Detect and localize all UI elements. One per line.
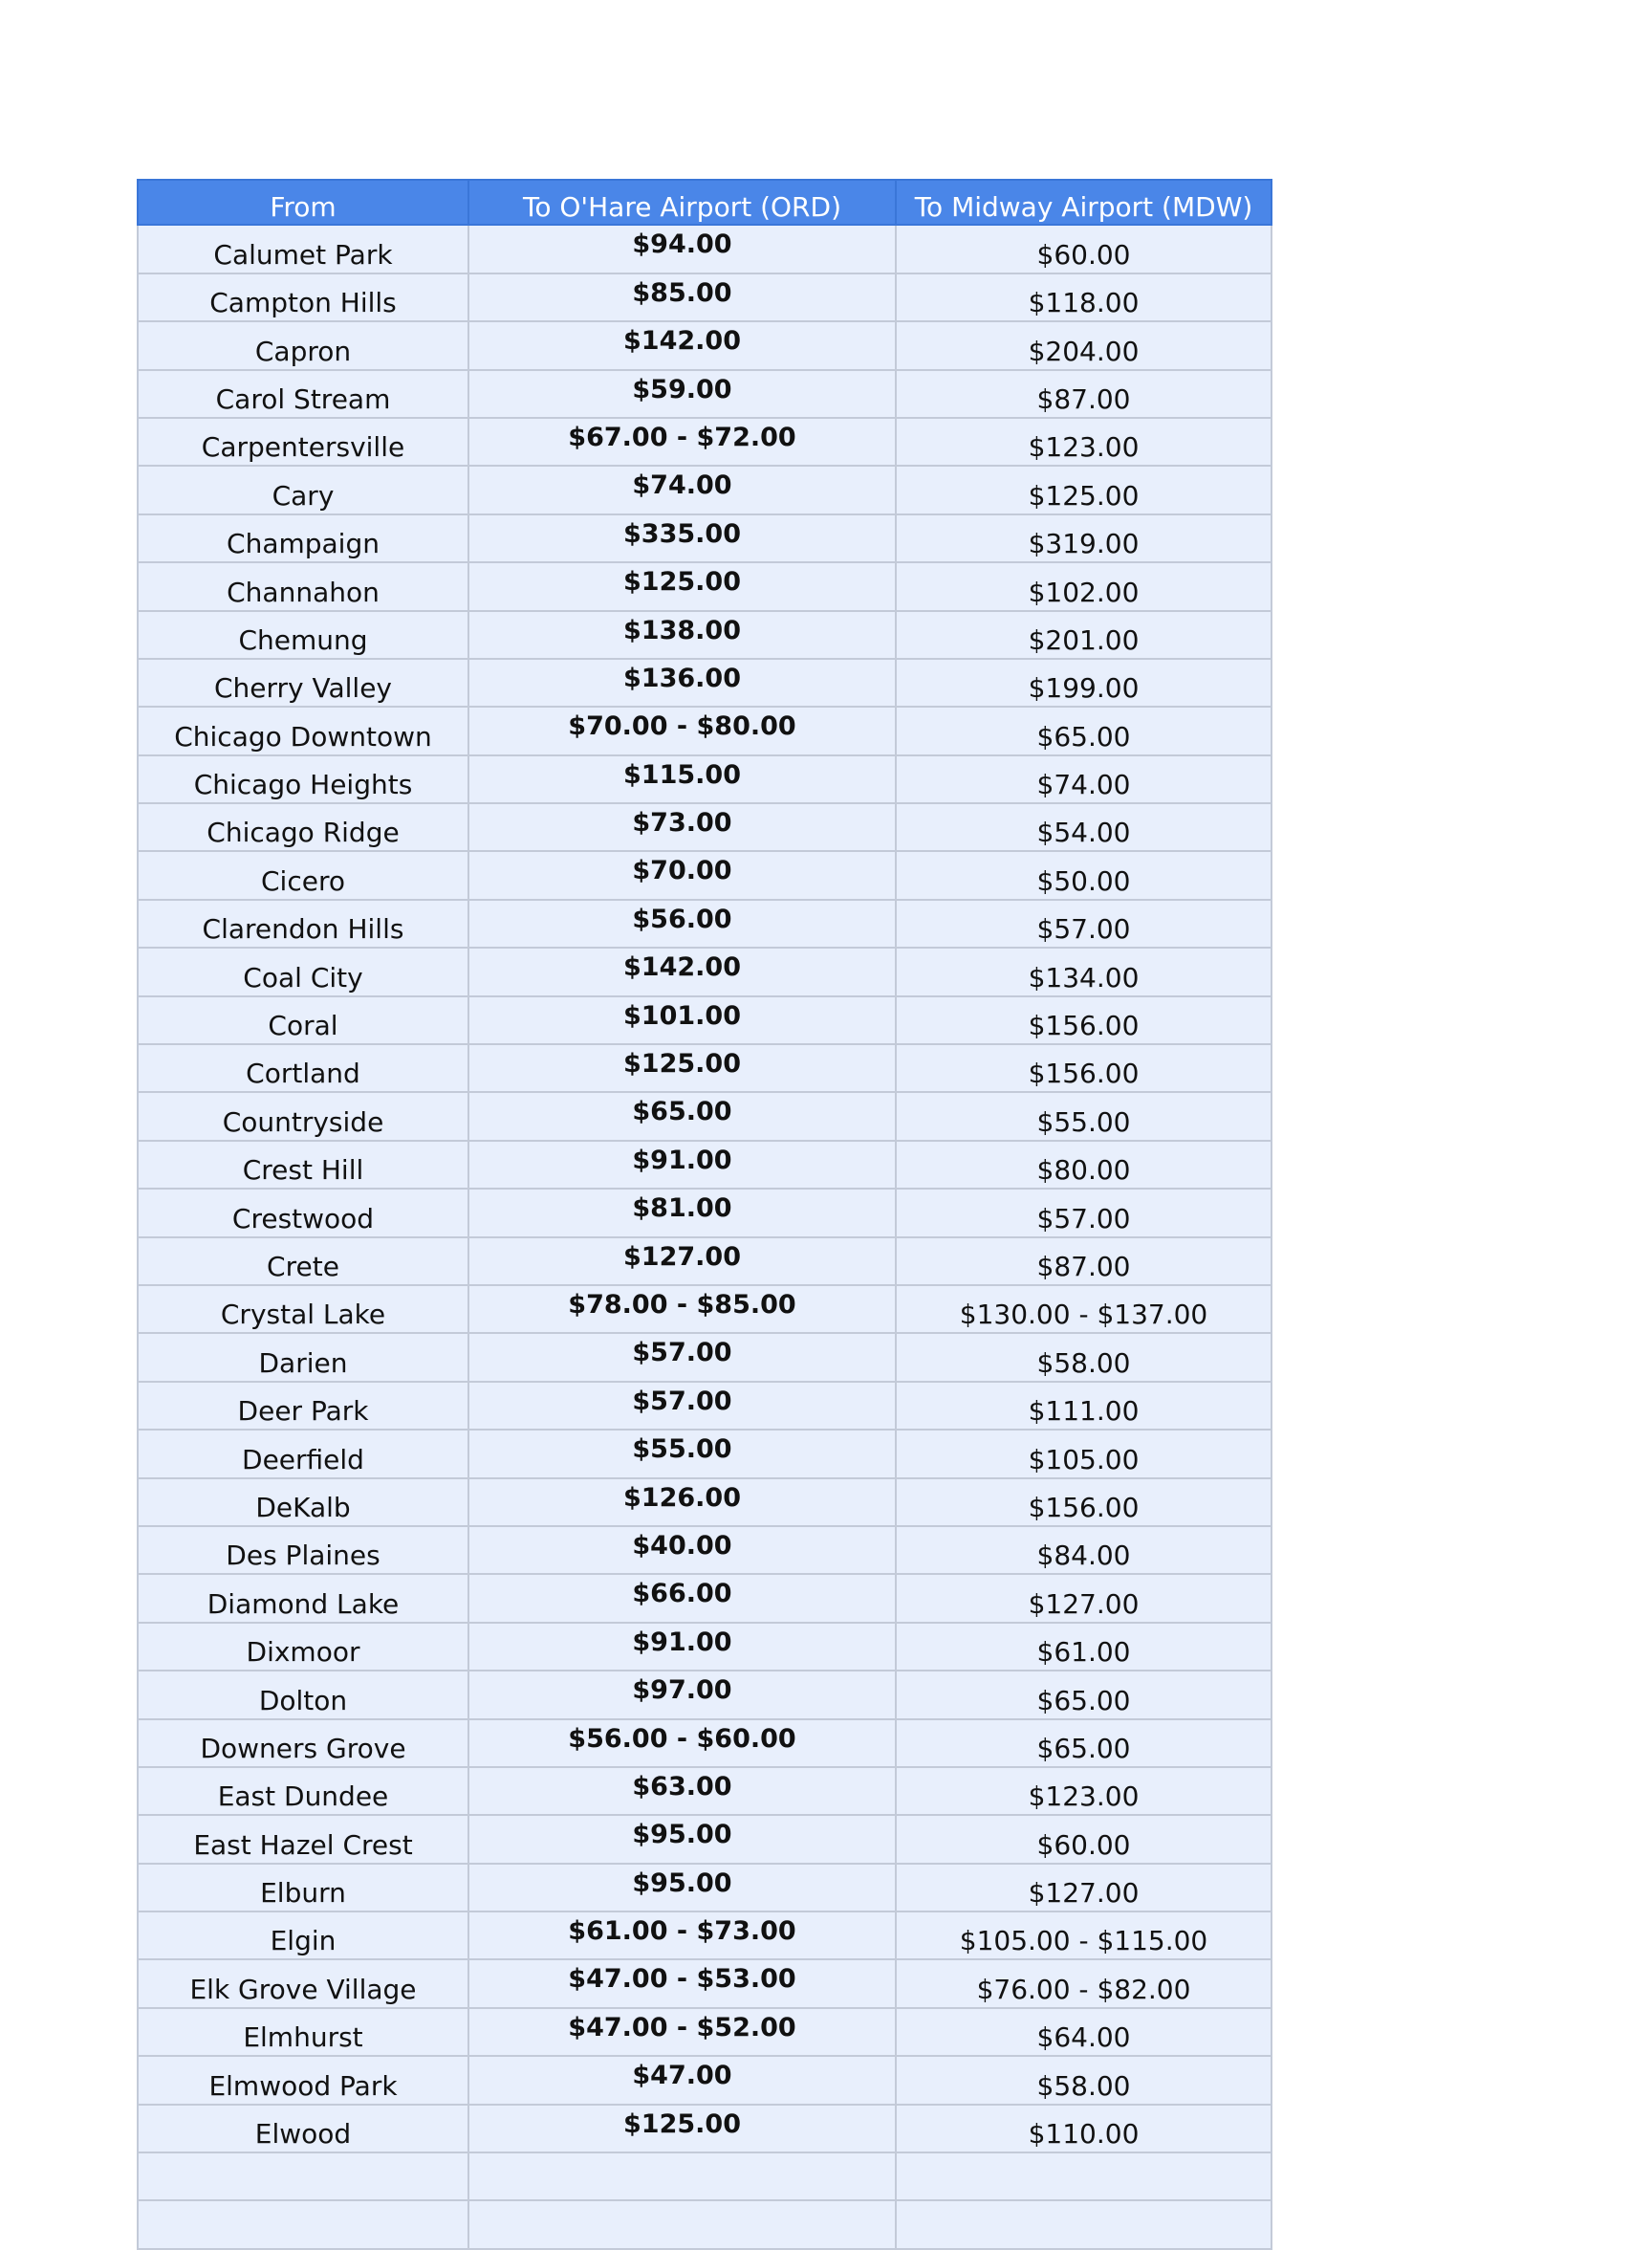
cell-from: Elmwood Park xyxy=(138,2056,468,2104)
table-row xyxy=(138,996,1272,1044)
cell-ord: $81.00 xyxy=(468,1189,896,1236)
cell-ord: $136.00 xyxy=(468,659,896,707)
cell-mdw: $65.00 xyxy=(896,1671,1272,1718)
cell-ord: $95.00 xyxy=(468,1864,896,1911)
cell-mdw: $123.00 xyxy=(896,418,1272,466)
cell-mdw: $55.00 xyxy=(896,1092,1272,1140)
cell-mdw: $57.00 xyxy=(896,900,1272,948)
cell-mdw: $74.00 xyxy=(896,755,1272,803)
table-row xyxy=(138,1671,1272,1718)
cell-mdw: $76.00 - $82.00 xyxy=(896,1959,1272,2007)
cell-from: Clarendon Hills xyxy=(138,900,468,948)
cell-mdw: $156.00 xyxy=(896,1478,1272,1526)
table-row xyxy=(138,2105,1272,2152)
cell-from: Coal City xyxy=(138,948,468,995)
table-row xyxy=(138,1911,1272,1959)
cell-ord: $65.00 xyxy=(468,1092,896,1140)
table-row xyxy=(138,1237,1272,1285)
table-row xyxy=(138,1333,1272,1381)
table-row xyxy=(138,1526,1272,1574)
cell-ord: $57.00 xyxy=(468,1382,896,1430)
table-row xyxy=(138,1623,1272,1671)
cell-ord: $56.00 - $60.00 xyxy=(468,1719,896,1767)
cell-from: Elgin xyxy=(138,1911,468,1959)
cell-ord: $142.00 xyxy=(468,321,896,369)
table-row xyxy=(138,1430,1272,1477)
cell-from: Coral xyxy=(138,996,468,1044)
table-row xyxy=(138,1864,1272,1911)
cell-mdw: $65.00 xyxy=(896,1719,1272,1767)
cell-ord: $47.00 - $52.00 xyxy=(468,2008,896,2056)
cell-from: East Hazel Crest xyxy=(138,1815,468,1863)
cell-mdw: $199.00 xyxy=(896,659,1272,707)
cell-ord: $47.00 - $53.00 xyxy=(468,1959,896,2007)
header-from: From xyxy=(138,180,468,225)
cell-ord: $125.00 xyxy=(468,1044,896,1092)
cell-ord: $94.00 xyxy=(468,225,896,273)
table-row xyxy=(138,1189,1272,1236)
cell-from: Downers Grove xyxy=(138,1719,468,1767)
cell-from: Chemung xyxy=(138,611,468,659)
cell-from: Dolton xyxy=(138,1671,468,1718)
cell-ord: $59.00 xyxy=(468,370,896,418)
cell-from: Countryside xyxy=(138,1092,468,1140)
table-row xyxy=(138,2152,1272,2200)
cell-mdw: $61.00 xyxy=(896,1623,1272,1671)
cell-mdw: $125.00 xyxy=(896,466,1272,513)
table-row xyxy=(138,1478,1272,1526)
cell-ord: $63.00 xyxy=(468,1767,896,1815)
cell-from: Crete xyxy=(138,1237,468,1285)
header-mdw: To Midway Airport (MDW) xyxy=(896,180,1272,225)
cell-mdw: $80.00 xyxy=(896,1141,1272,1189)
cell-mdw: $64.00 xyxy=(896,2008,1272,2056)
cell-mdw: $111.00 xyxy=(896,1382,1272,1430)
cell-from: Campton Hills xyxy=(138,273,468,321)
cell-mdw: $84.00 xyxy=(896,1526,1272,1574)
cell-mdw: $123.00 xyxy=(896,1767,1272,1815)
cell-mdw: $105.00 - $115.00 xyxy=(896,1911,1272,1959)
cell-from: Cortland xyxy=(138,1044,468,1092)
cell-ord: $125.00 xyxy=(468,2105,896,2152)
cell-ord: $91.00 xyxy=(468,1141,896,1189)
cell-from xyxy=(138,2152,468,2200)
table-row xyxy=(138,851,1272,899)
cell-mdw: $110.00 xyxy=(896,2105,1272,2152)
cell-ord: $85.00 xyxy=(468,273,896,321)
cell-ord: $97.00 xyxy=(468,1671,896,1718)
cell-mdw: $127.00 xyxy=(896,1864,1272,1911)
cell-ord: $70.00 - $80.00 xyxy=(468,707,896,754)
cell-from: Calumet Park xyxy=(138,225,468,273)
cell-from: Champaign xyxy=(138,514,468,562)
cell-mdw: $57.00 xyxy=(896,1189,1272,1236)
cell-mdw: $87.00 xyxy=(896,370,1272,418)
table-row xyxy=(138,948,1272,995)
cell-from: Dixmoor xyxy=(138,1623,468,1671)
cell-from: Deerfield xyxy=(138,1430,468,1477)
cell-from: Chicago Downtown xyxy=(138,707,468,754)
table-row xyxy=(138,1382,1272,1430)
cell-ord: $142.00 xyxy=(468,948,896,995)
cell-ord: $40.00 xyxy=(468,1526,896,1574)
cell-ord: $56.00 xyxy=(468,900,896,948)
table-row xyxy=(138,755,1272,803)
table-row xyxy=(138,707,1272,754)
cell-from: Darien xyxy=(138,1333,468,1381)
cell-mdw xyxy=(896,2200,1272,2248)
cell-mdw: $105.00 xyxy=(896,1430,1272,1477)
cell-mdw: $156.00 xyxy=(896,996,1272,1044)
cell-ord xyxy=(468,2152,896,2200)
cell-mdw: $204.00 xyxy=(896,321,1272,369)
table-row xyxy=(138,2008,1272,2056)
cell-from: Chicago Ridge xyxy=(138,803,468,851)
table-row xyxy=(138,659,1272,707)
table-row xyxy=(138,611,1272,659)
cell-from: Crestwood xyxy=(138,1189,468,1236)
cell-from: East Dundee xyxy=(138,1767,468,1815)
cell-from: Crystal Lake xyxy=(138,1285,468,1333)
cell-from: Carpentersville xyxy=(138,418,468,466)
cell-from: Cherry Valley xyxy=(138,659,468,707)
cell-ord: $115.00 xyxy=(468,755,896,803)
cell-mdw: $58.00 xyxy=(896,1333,1272,1381)
cell-from: Elk Grove Village xyxy=(138,1959,468,2007)
table-row xyxy=(138,370,1272,418)
table-row xyxy=(138,418,1272,466)
cell-from: Channahon xyxy=(138,562,468,610)
cell-ord: $91.00 xyxy=(468,1623,896,1671)
cell-mdw: $134.00 xyxy=(896,948,1272,995)
cell-ord: $74.00 xyxy=(468,466,896,513)
cell-mdw: $50.00 xyxy=(896,851,1272,899)
cell-ord: $78.00 - $85.00 xyxy=(468,1285,896,1333)
table-row xyxy=(138,1719,1272,1767)
cell-mdw: $60.00 xyxy=(896,225,1272,273)
table-row xyxy=(138,1959,1272,2007)
table-row xyxy=(138,2200,1272,2248)
cell-ord: $47.00 xyxy=(468,2056,896,2104)
cell-from: Cary xyxy=(138,466,468,513)
table-row xyxy=(138,1044,1272,1092)
table-row xyxy=(138,562,1272,610)
cell-from: Diamond Lake xyxy=(138,1574,468,1622)
table-row xyxy=(138,1141,1272,1189)
cell-from: Cicero xyxy=(138,851,468,899)
cell-mdw: $102.00 xyxy=(896,562,1272,610)
cell-ord: $67.00 - $72.00 xyxy=(468,418,896,466)
cell-mdw: $54.00 xyxy=(896,803,1272,851)
header-row xyxy=(138,180,1272,225)
fare-table-body xyxy=(138,225,1272,2248)
cell-from: Des Plaines xyxy=(138,1526,468,1574)
cell-ord: $125.00 xyxy=(468,562,896,610)
cell-from: Elmhurst xyxy=(138,2008,468,2056)
cell-mdw: $130.00 - $137.00 xyxy=(896,1285,1272,1333)
table-row xyxy=(138,273,1272,321)
table-row xyxy=(138,466,1272,513)
table-row xyxy=(138,1815,1272,1863)
cell-from: Crest Hill xyxy=(138,1141,468,1189)
cell-from: Capron xyxy=(138,321,468,369)
cell-ord: $57.00 xyxy=(468,1333,896,1381)
cell-from: Elburn xyxy=(138,1864,468,1911)
table-row xyxy=(138,1092,1272,1140)
table-row xyxy=(138,2056,1272,2104)
table-row xyxy=(138,1767,1272,1815)
cell-from: DeKalb xyxy=(138,1478,468,1526)
table-row xyxy=(138,1285,1272,1333)
table-row xyxy=(138,803,1272,851)
cell-mdw: $156.00 xyxy=(896,1044,1272,1092)
cell-mdw: $58.00 xyxy=(896,2056,1272,2104)
cell-mdw: $60.00 xyxy=(896,1815,1272,1863)
cell-ord: $73.00 xyxy=(468,803,896,851)
cell-mdw: $118.00 xyxy=(896,273,1272,321)
cell-from: Carol Stream xyxy=(138,370,468,418)
table-row xyxy=(138,1574,1272,1622)
cell-ord: $95.00 xyxy=(468,1815,896,1863)
cell-ord: $55.00 xyxy=(468,1430,896,1477)
cell-ord: $127.00 xyxy=(468,1237,896,1285)
cell-ord: $335.00 xyxy=(468,514,896,562)
table-row xyxy=(138,225,1272,273)
cell-ord: $126.00 xyxy=(468,1478,896,1526)
cell-ord: $70.00 xyxy=(468,851,896,899)
cell-mdw: $127.00 xyxy=(896,1574,1272,1622)
cell-ord: $101.00 xyxy=(468,996,896,1044)
cell-ord: $138.00 xyxy=(468,611,896,659)
cell-ord: $66.00 xyxy=(468,1574,896,1622)
cell-mdw: $65.00 xyxy=(896,707,1272,754)
fare-table xyxy=(137,179,1272,2250)
cell-mdw: $87.00 xyxy=(896,1237,1272,1285)
cell-mdw: $319.00 xyxy=(896,514,1272,562)
cell-ord xyxy=(468,2200,896,2248)
table-row xyxy=(138,321,1272,369)
cell-from xyxy=(138,2200,468,2248)
cell-mdw: $201.00 xyxy=(896,611,1272,659)
cell-ord: $61.00 - $73.00 xyxy=(468,1911,896,1959)
cell-mdw xyxy=(896,2152,1272,2200)
table-row xyxy=(138,514,1272,562)
cell-from: Deer Park xyxy=(138,1382,468,1430)
cell-from: Elwood xyxy=(138,2105,468,2152)
header-ord: To O'Hare Airport (ORD) xyxy=(468,180,896,225)
table-row xyxy=(138,900,1272,948)
cell-from: Chicago Heights xyxy=(138,755,468,803)
